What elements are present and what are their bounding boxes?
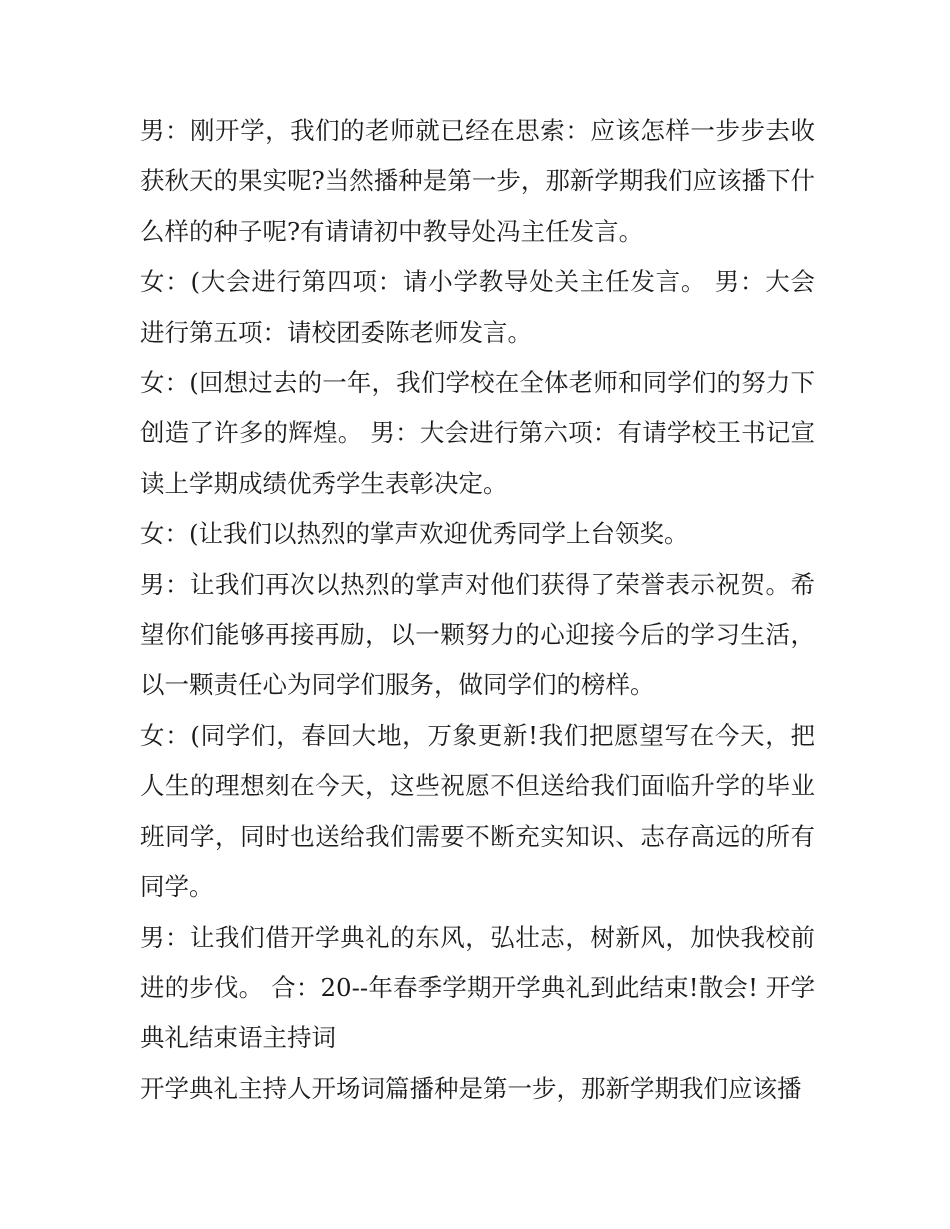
paragraph-spring-wishes: 女：(同学们，春回大地，万象更新!我们把愿望写在今天，把人生的理想刻在今天，这些祝愿不但送给我们面临升学的毕业班同学，同时也送给我们需要不断充实知识、志存高远的所有同学。 bbox=[140, 720, 815, 902]
paragraph-item-six: 女：(回想过去的一年，我们学校在全体老师和同学们的努力下创造了许多的辉煌。 男：大会进行第六项：有请学校王书记宣读上学期成绩优秀学生表彰决定。 bbox=[140, 368, 815, 498]
paragraph-congratulations: 男：让我们再次以热烈的掌声对他们获得了荣誉表示祝贺。希望你们能够再接再励，以一颗努力的心迎接今后的学习生活，以一颗责任心为同学们服务，做同学们的榜样。 bbox=[140, 569, 815, 700]
paragraph-award-applause: 女：(让我们以热烈的掌声欢迎优秀同学上台领奖。 bbox=[140, 519, 689, 549]
paragraph-male-opening: 男：刚开学，我们的老师就已经在思索：应该怎样一步步去收获秋天的果实呢?当然播种是第一步，那新学期我们应该播下什么样的种子呢?有请请初中教导处冯主任发言。 bbox=[140, 116, 815, 246]
paragraph-closing: 男：让我们借开学典礼的东风，弘壮志，树新风，加快我校前进的步伐。 合：20--年春季学期开学典礼到此结束!散会! 开学典礼结束语主持词 bbox=[140, 922, 815, 1053]
document-body bbox=[140, 106, 815, 1114]
paragraph-item-four-five: 女：(大会进行第四项：请小学教导处关主任发言。 男：大会进行第五项：请校团委陈老师发言。 bbox=[140, 267, 815, 347]
paragraph-opening-speech-title: 开学典礼主持人开场词篇播种是第一步，那新学期我们应该播 bbox=[140, 1073, 802, 1103]
